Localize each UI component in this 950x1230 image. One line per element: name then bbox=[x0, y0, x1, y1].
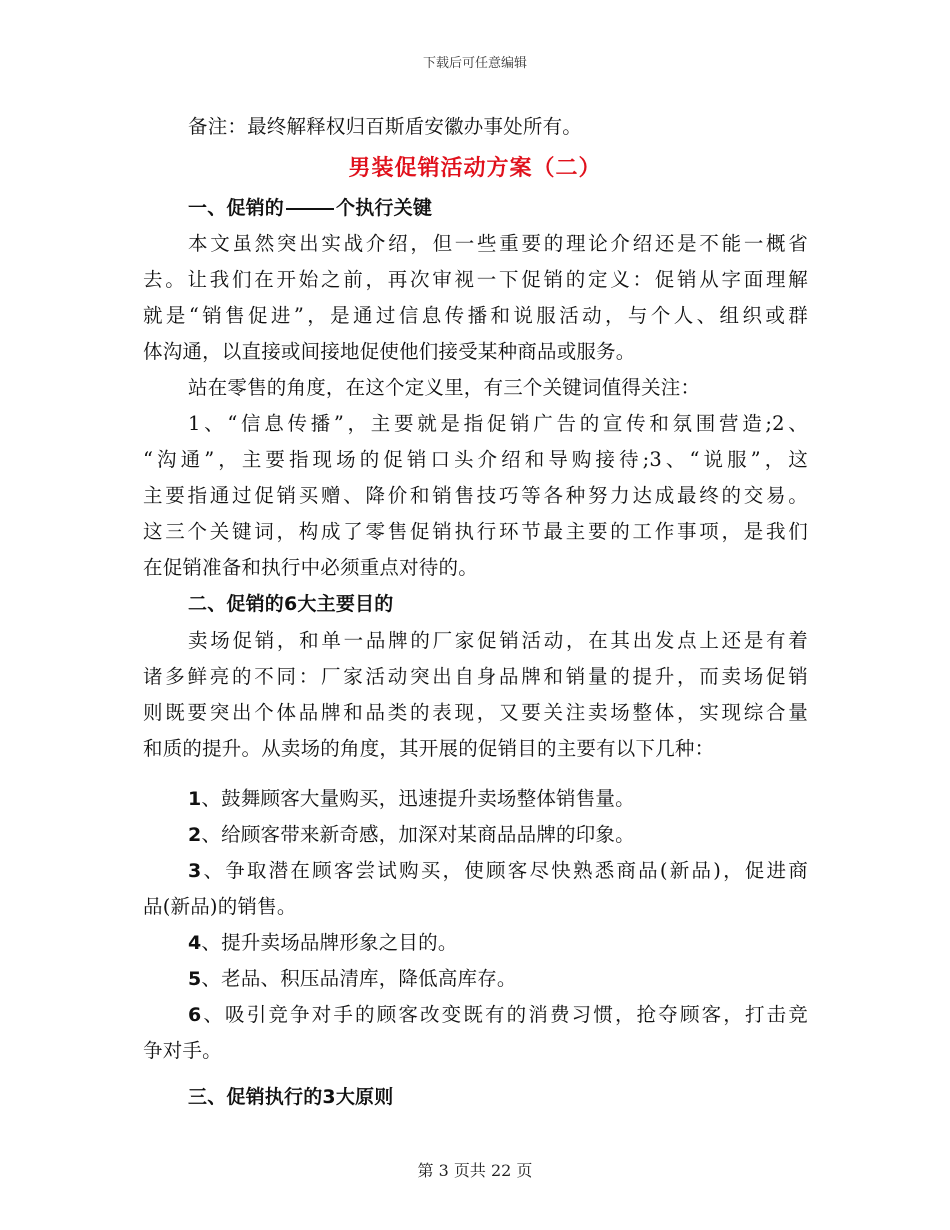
paragraph-line: 站在零售的角度，在这个定义里，有三个关键词值得关注： bbox=[188, 376, 701, 399]
section1-heading-pre: 一、促销的 bbox=[188, 197, 285, 219]
section1-heading bbox=[143, 195, 808, 221]
paragraph-line: 和质的提升。从卖场的角度，其开展的促销目的主要有以下几种： bbox=[143, 737, 715, 760]
list-item-6 bbox=[143, 1002, 808, 1028]
paragraph-line: “沟通”，主要指现场的促销口头介绍和导购接待;3、“说服”，这 bbox=[143, 448, 808, 471]
section1-heading-post: 个执行关键 bbox=[336, 197, 433, 219]
list-item-4 bbox=[143, 930, 808, 956]
section3-heading: 三、促销执行的3大原则 bbox=[188, 1086, 394, 1108]
list-text: 、吸引竞争对手的顾客改变既有的消费习惯，抢夺顾客，打击竞 bbox=[201, 1003, 808, 1026]
list-number: 5 bbox=[188, 968, 202, 990]
paragraph-line: 去。让我们在开始之前，再次审视一下促销的定义：促销从字面理解 bbox=[143, 268, 808, 291]
list-text: 、老品、积压品清库，降低高库存。 bbox=[201, 967, 517, 990]
list-number: 1 bbox=[188, 788, 202, 810]
paragraph-line: 主要指通过促销买赠、降价和销售技巧等各种努力达成最终的交易。 bbox=[143, 484, 808, 507]
list-text: 、鼓舞顾客大量购买，迅速提升卖场整体销售量。 bbox=[201, 787, 635, 810]
list-item-6-cont: 争对手。 bbox=[143, 1039, 222, 1062]
list-number: 3 bbox=[188, 860, 202, 882]
list-item-5 bbox=[143, 966, 808, 992]
list-item-2 bbox=[143, 822, 808, 848]
page-footer: 第 3 页共 22 页 bbox=[417, 1161, 533, 1180]
page-header: 下载后可任意编辑 bbox=[422, 56, 527, 71]
blank-underline bbox=[286, 208, 334, 210]
list-item-1 bbox=[143, 786, 808, 812]
list-item-3-cont: 品(新品)的销售。 bbox=[143, 895, 297, 918]
paragraph-line: 诸多鲜亮的不同：厂家活动突出自身品牌和销量的提升，而卖场促销 bbox=[143, 665, 808, 688]
paragraph-line: 卖场促销，和单一品牌的厂家促销活动，在其出发点上还是有着 bbox=[188, 629, 808, 652]
list-text: 、争取潜在顾客尝试购买，使顾客尽快熟悉商品(新品)，促进商 bbox=[201, 859, 808, 882]
document-title: 男装促销活动方案（二） bbox=[348, 156, 602, 181]
paragraph-line: 体沟通，以直接或间接地促使他们接受某种商品或服务。 bbox=[143, 340, 636, 363]
list-number: 2 bbox=[188, 824, 202, 846]
paragraph-line: 就是“销售促进”，是通过信息传播和说服活动，与个人、组织或群 bbox=[143, 304, 808, 327]
paragraph-line: 在促销准备和执行中必须重点对待的。 bbox=[143, 556, 478, 579]
paragraph-line: 本文虽然突出实战介绍，但一些重要的理论介绍还是不能一概省 bbox=[188, 232, 808, 255]
list-number: 4 bbox=[188, 932, 202, 954]
paragraph-line: 1、“信息传播”，主要就是指促销广告的宣传和氛围营造;2、 bbox=[188, 412, 808, 435]
paragraph-line: 则既要突出个体品牌和品类的表现，又要关注卖场整体，实现综合量 bbox=[143, 701, 808, 724]
list-text: 、提升卖场品牌形象之目的。 bbox=[201, 931, 458, 954]
list-item-3 bbox=[143, 858, 808, 884]
note-line: 备注：最终解释权归百斯盾安徽办事处所有。 bbox=[188, 115, 583, 138]
paragraph-line: 这三个关键词，构成了零售促销执行环节最主要的工作事项，是我们 bbox=[143, 520, 808, 543]
section2-heading: 二、促销的6大主要目的 bbox=[188, 593, 394, 615]
list-text: 、给顾客带来新奇感，加深对某商品品牌的印象。 bbox=[201, 823, 635, 846]
list-number: 6 bbox=[188, 1004, 202, 1026]
